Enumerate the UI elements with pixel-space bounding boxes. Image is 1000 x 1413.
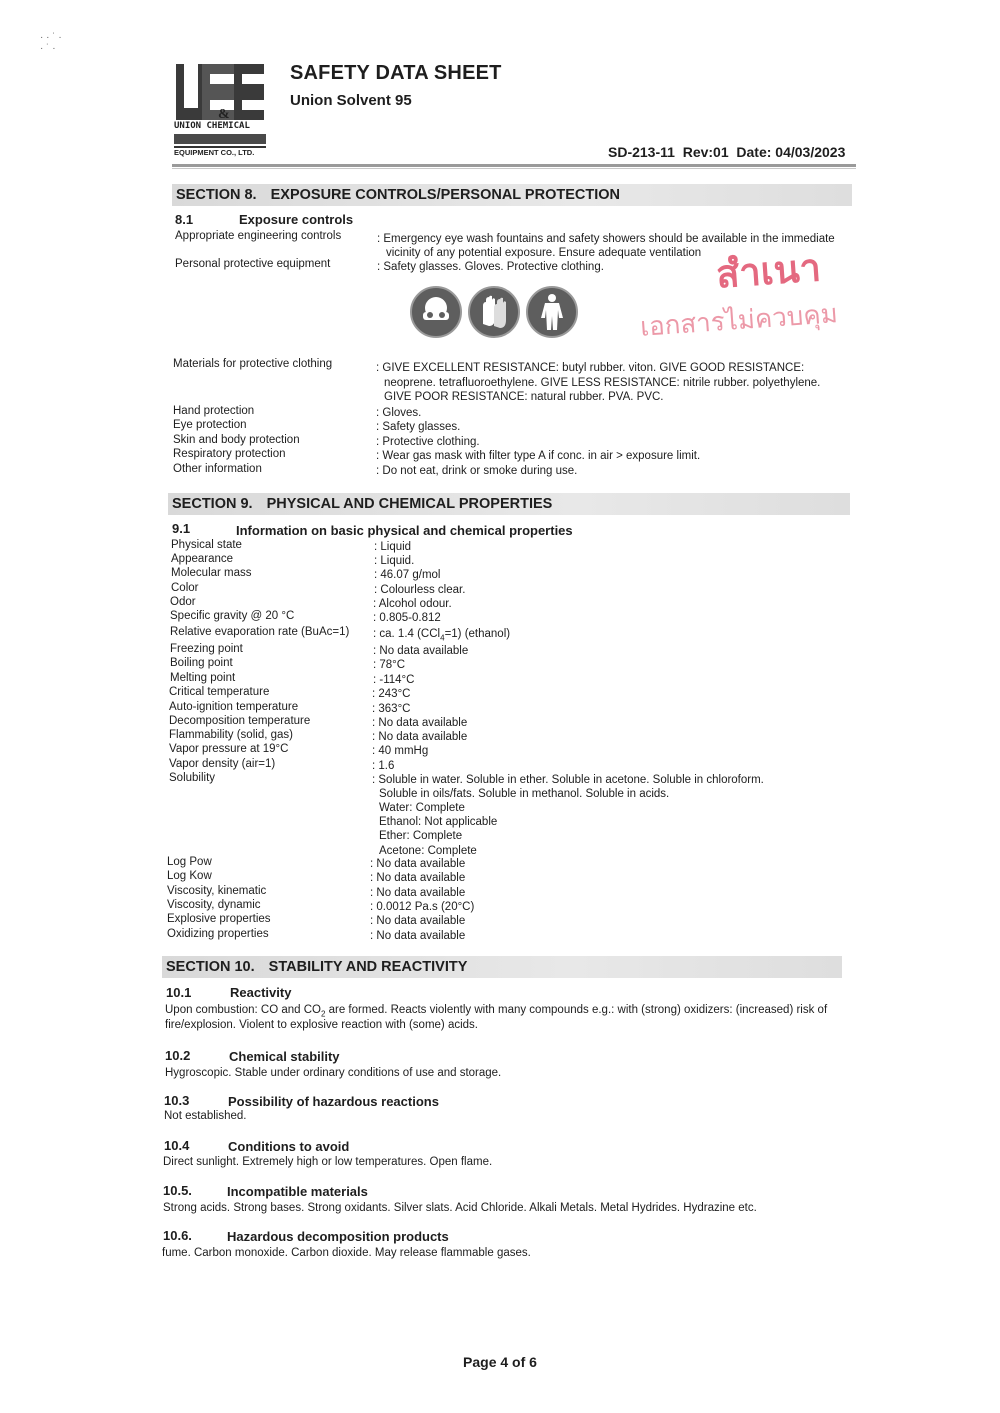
property-value-text: : ca. 1.4 (CCl (373, 628, 441, 640)
subsection-9-1-number: 9.1 (172, 521, 191, 536)
section-9-number: SECTION 9. (172, 496, 253, 512)
subsection-10-6-number: 10.6. (163, 1228, 192, 1243)
reactivity-text-1-b: are formed. Reacts violently with many compounds e.g.: with (strong) oxidizers: (increased) risk of (325, 1004, 828, 1016)
solubility-detail: Water: Complete (379, 802, 465, 814)
gloves-icon (468, 286, 520, 338)
property-label: Molecular mass (171, 567, 252, 579)
property-label: Oxidizing properties (167, 928, 269, 940)
property-value (373, 628, 510, 642)
hazardous-reactions-text: Not established. (164, 1110, 247, 1122)
materials-label: Materials for protective clothing (173, 358, 333, 370)
document-title: SAFETY DATA SHEET (290, 62, 502, 84)
property-value: : Liquid. (374, 555, 415, 567)
logo-text-equipment: EQUIPMENT CO., LTD. (174, 148, 255, 157)
property-value: : 243°C (372, 688, 411, 700)
property-value: : Colourless clear. (374, 584, 466, 596)
section-8-row-value: : Protective clothing. (376, 436, 480, 448)
section-8-row-value: : Gloves. (376, 407, 422, 419)
property-value: : No data available (370, 887, 466, 899)
property-label: Viscosity, dynamic (167, 899, 261, 911)
section-8-row-value: : Wear gas mask with filter type A if conc. in air > exposure limit. (376, 450, 701, 462)
property-label: Viscosity, kinematic (167, 885, 267, 897)
svg-text:&: & (218, 107, 230, 122)
subsection-10-1-title: Reactivity (230, 985, 292, 1000)
property-label: Solubility (169, 772, 216, 784)
solubility-detail: Acetone: Complete (379, 845, 477, 857)
subsection-10-5-number: 10.5. (163, 1183, 192, 1198)
property-value: : No data available (370, 930, 466, 942)
company-logo (174, 60, 266, 158)
property-label: Auto-ignition temperature (169, 701, 299, 713)
section-8-row-label: Other information (173, 463, 262, 475)
header-divider-thin (172, 168, 856, 169)
conditions-to-avoid-text: Direct sunlight. Extremely high or low temperatures. Open flame. (163, 1156, 493, 1168)
property-value: : No data available (370, 858, 466, 870)
section-9-title: PHYSICAL AND CHEMICAL PROPERTIES (266, 496, 553, 512)
materials-value-1: : GIVE EXCELLENT RESISTANCE: butyl rubber. viton. GIVE GOOD RESISTANCE: (376, 362, 805, 374)
product-name: Union Solvent 95 (290, 92, 412, 109)
reactivity-text-2: fire/explosion. Violent to explosive reaction with (some) acids. (165, 1019, 478, 1031)
subsection-8-1-title: Exposure controls (239, 212, 354, 227)
property-label: Vapor density (air=1) (169, 758, 276, 770)
ppe-label: Personal protective equipment (175, 258, 331, 270)
property-label: Relative evaporation rate (BuAc=1) (170, 626, 350, 638)
page-number: Page 4 of 6 (463, 1354, 537, 1370)
property-value: : No data available (372, 731, 468, 743)
property-label: Physical state (171, 539, 242, 551)
reactivity-text-1-sub: 2 (320, 1009, 326, 1019)
subsection-10-1-number: 10.1 (166, 985, 192, 1000)
section-10-banner (162, 956, 842, 978)
subsection-10-2-title: Chemical stability (229, 1049, 340, 1064)
chemical-stability-text: Hygroscopic. Stable under ordinary conditions of use and storage. (165, 1067, 502, 1079)
section-8-row-label: Hand protection (173, 405, 255, 417)
property-label: Vapor pressure at 19°C (169, 743, 289, 755)
property-label: Specific gravity @ 20 °C (170, 610, 295, 622)
property-value: : Soluble in water. Soluble in ether. Soluble in acetone. Soluble in chloroform. (372, 774, 764, 786)
property-label: Explosive properties (167, 913, 271, 925)
section-10-number: SECTION 10. (166, 959, 255, 975)
decomposition-products-text: fume. Carbon monoxide. Carbon dioxide. May release flammable gases. (162, 1247, 531, 1259)
property-label: Odor (170, 596, 196, 608)
section-8-banner (172, 184, 852, 206)
section-8-row-label: Respiratory protection (173, 448, 286, 460)
property-label: Melting point (170, 672, 236, 684)
section-9-banner (168, 493, 850, 515)
property-label: Boiling point (170, 657, 233, 669)
property-label: Decomposition temperature (169, 715, 311, 727)
section-8-row-label: Eye protection (173, 419, 247, 431)
section-8-row-value: : Safety glasses. (376, 421, 461, 433)
incompatible-materials-text: Strong acids. Strong bases. Strong oxidants. Silver slats. Acid Chloride. Alkali Metals. Metal Hydrides. Hydrazine etc. (163, 1202, 757, 1214)
engineering-controls-value: : Emergency eye wash fountains and safety showers should be available in the immediate (377, 233, 835, 245)
scan-specks: · · ˙ · · ˙ · (40, 32, 62, 54)
property-value: : -114°C (373, 674, 415, 686)
protective-clothing-icon (526, 286, 578, 338)
subsection-9-1-title: Information on basic physical and chemical properties (236, 523, 573, 538)
stamp-uncontrolled-document: เอกสารไม่ควบคุม (639, 299, 839, 343)
property-value: : Alcohol odour. (373, 598, 452, 610)
solubility-detail: Soluble in oils/fats. Soluble in methanol. Soluble in acids. (379, 788, 670, 800)
materials-value-2: neoprene. tetrafluoroethylene. GIVE LESS RESISTANCE: nitrile rubber. polyethylene. (384, 377, 821, 389)
section-8-number: SECTION 8. (176, 187, 257, 203)
engineering-controls-value-2: vicinity of any potential exposure. Ensure adequate ventilation (386, 247, 702, 259)
subsection-10-6-title: Hazardous decomposition products (227, 1229, 449, 1244)
property-value: : 0.0012 Pa.s (20°C) (370, 901, 475, 913)
property-value: : Liquid (374, 541, 412, 553)
property-label: Critical temperature (169, 686, 270, 698)
property-value: : No data available (370, 915, 466, 927)
property-label: Appearance (171, 553, 234, 565)
property-value-text: =1) (ethanol) (444, 628, 511, 640)
reactivity-text-1-a: Upon combustion: CO and CO (165, 1004, 321, 1016)
solubility-detail: Ethanol: Not applicable (379, 816, 498, 828)
header-divider (172, 164, 856, 167)
stamp-copy: สำเนา (714, 245, 823, 297)
property-label: Log Pow (167, 856, 212, 868)
property-value-subscript: 4 (440, 633, 445, 643)
eye-protection-icon (410, 286, 462, 338)
property-label: Log Kow (167, 870, 212, 882)
document-reference: SD-213-11 Rev:01 Date: 04/03/2023 (608, 144, 846, 160)
property-value: : 46.07 g/mol (374, 569, 441, 581)
subsection-10-2-number: 10.2 (165, 1048, 191, 1063)
ppe-value: : Safety glasses. Gloves. Protective clothing. (377, 261, 604, 273)
property-value: : 363°C (372, 703, 411, 715)
subsection-10-4-title: Conditions to avoid (228, 1139, 350, 1154)
property-label: Flammability (solid, gas) (169, 729, 293, 741)
property-value: : No data available (373, 645, 469, 657)
property-label: Freezing point (170, 643, 243, 655)
section-8-title: EXPOSURE CONTROLS/PERSONAL PROTECTION (270, 187, 620, 203)
section-8-row-value: : Do not eat, drink or smoke during use. (376, 465, 578, 477)
reactivity-text-1 (165, 1004, 827, 1018)
subsection-10-4-number: 10.4 (164, 1138, 190, 1153)
property-value: : 0.805-0.812 (373, 612, 441, 624)
section-10-title: STABILITY AND REACTIVITY (268, 959, 468, 975)
subsection-8-1-number: 8.1 (175, 212, 194, 227)
section-8-row-label: Skin and body protection (173, 434, 300, 446)
subsection-10-5-title: Incompatible materials (227, 1184, 368, 1199)
subsection-10-3-number: 10.3 (164, 1093, 190, 1108)
materials-value-3: GIVE POOR RESISTANCE: natural rubber. PVA. PVC. (384, 391, 664, 403)
logo-text-union: UNION CHEMICAL (174, 121, 250, 131)
subsection-10-3-title: Possibility of hazardous reactions (228, 1094, 439, 1109)
property-value: : 78°C (373, 659, 406, 671)
property-value: : 40 mmHg (372, 745, 429, 757)
property-value: : 1.6 (372, 760, 395, 772)
property-value: : No data available (372, 717, 468, 729)
solubility-detail: Ether: Complete (379, 830, 463, 842)
property-label: Color (171, 582, 199, 594)
engineering-controls-label: Appropriate engineering controls (175, 230, 342, 242)
property-value: : No data available (370, 872, 466, 884)
